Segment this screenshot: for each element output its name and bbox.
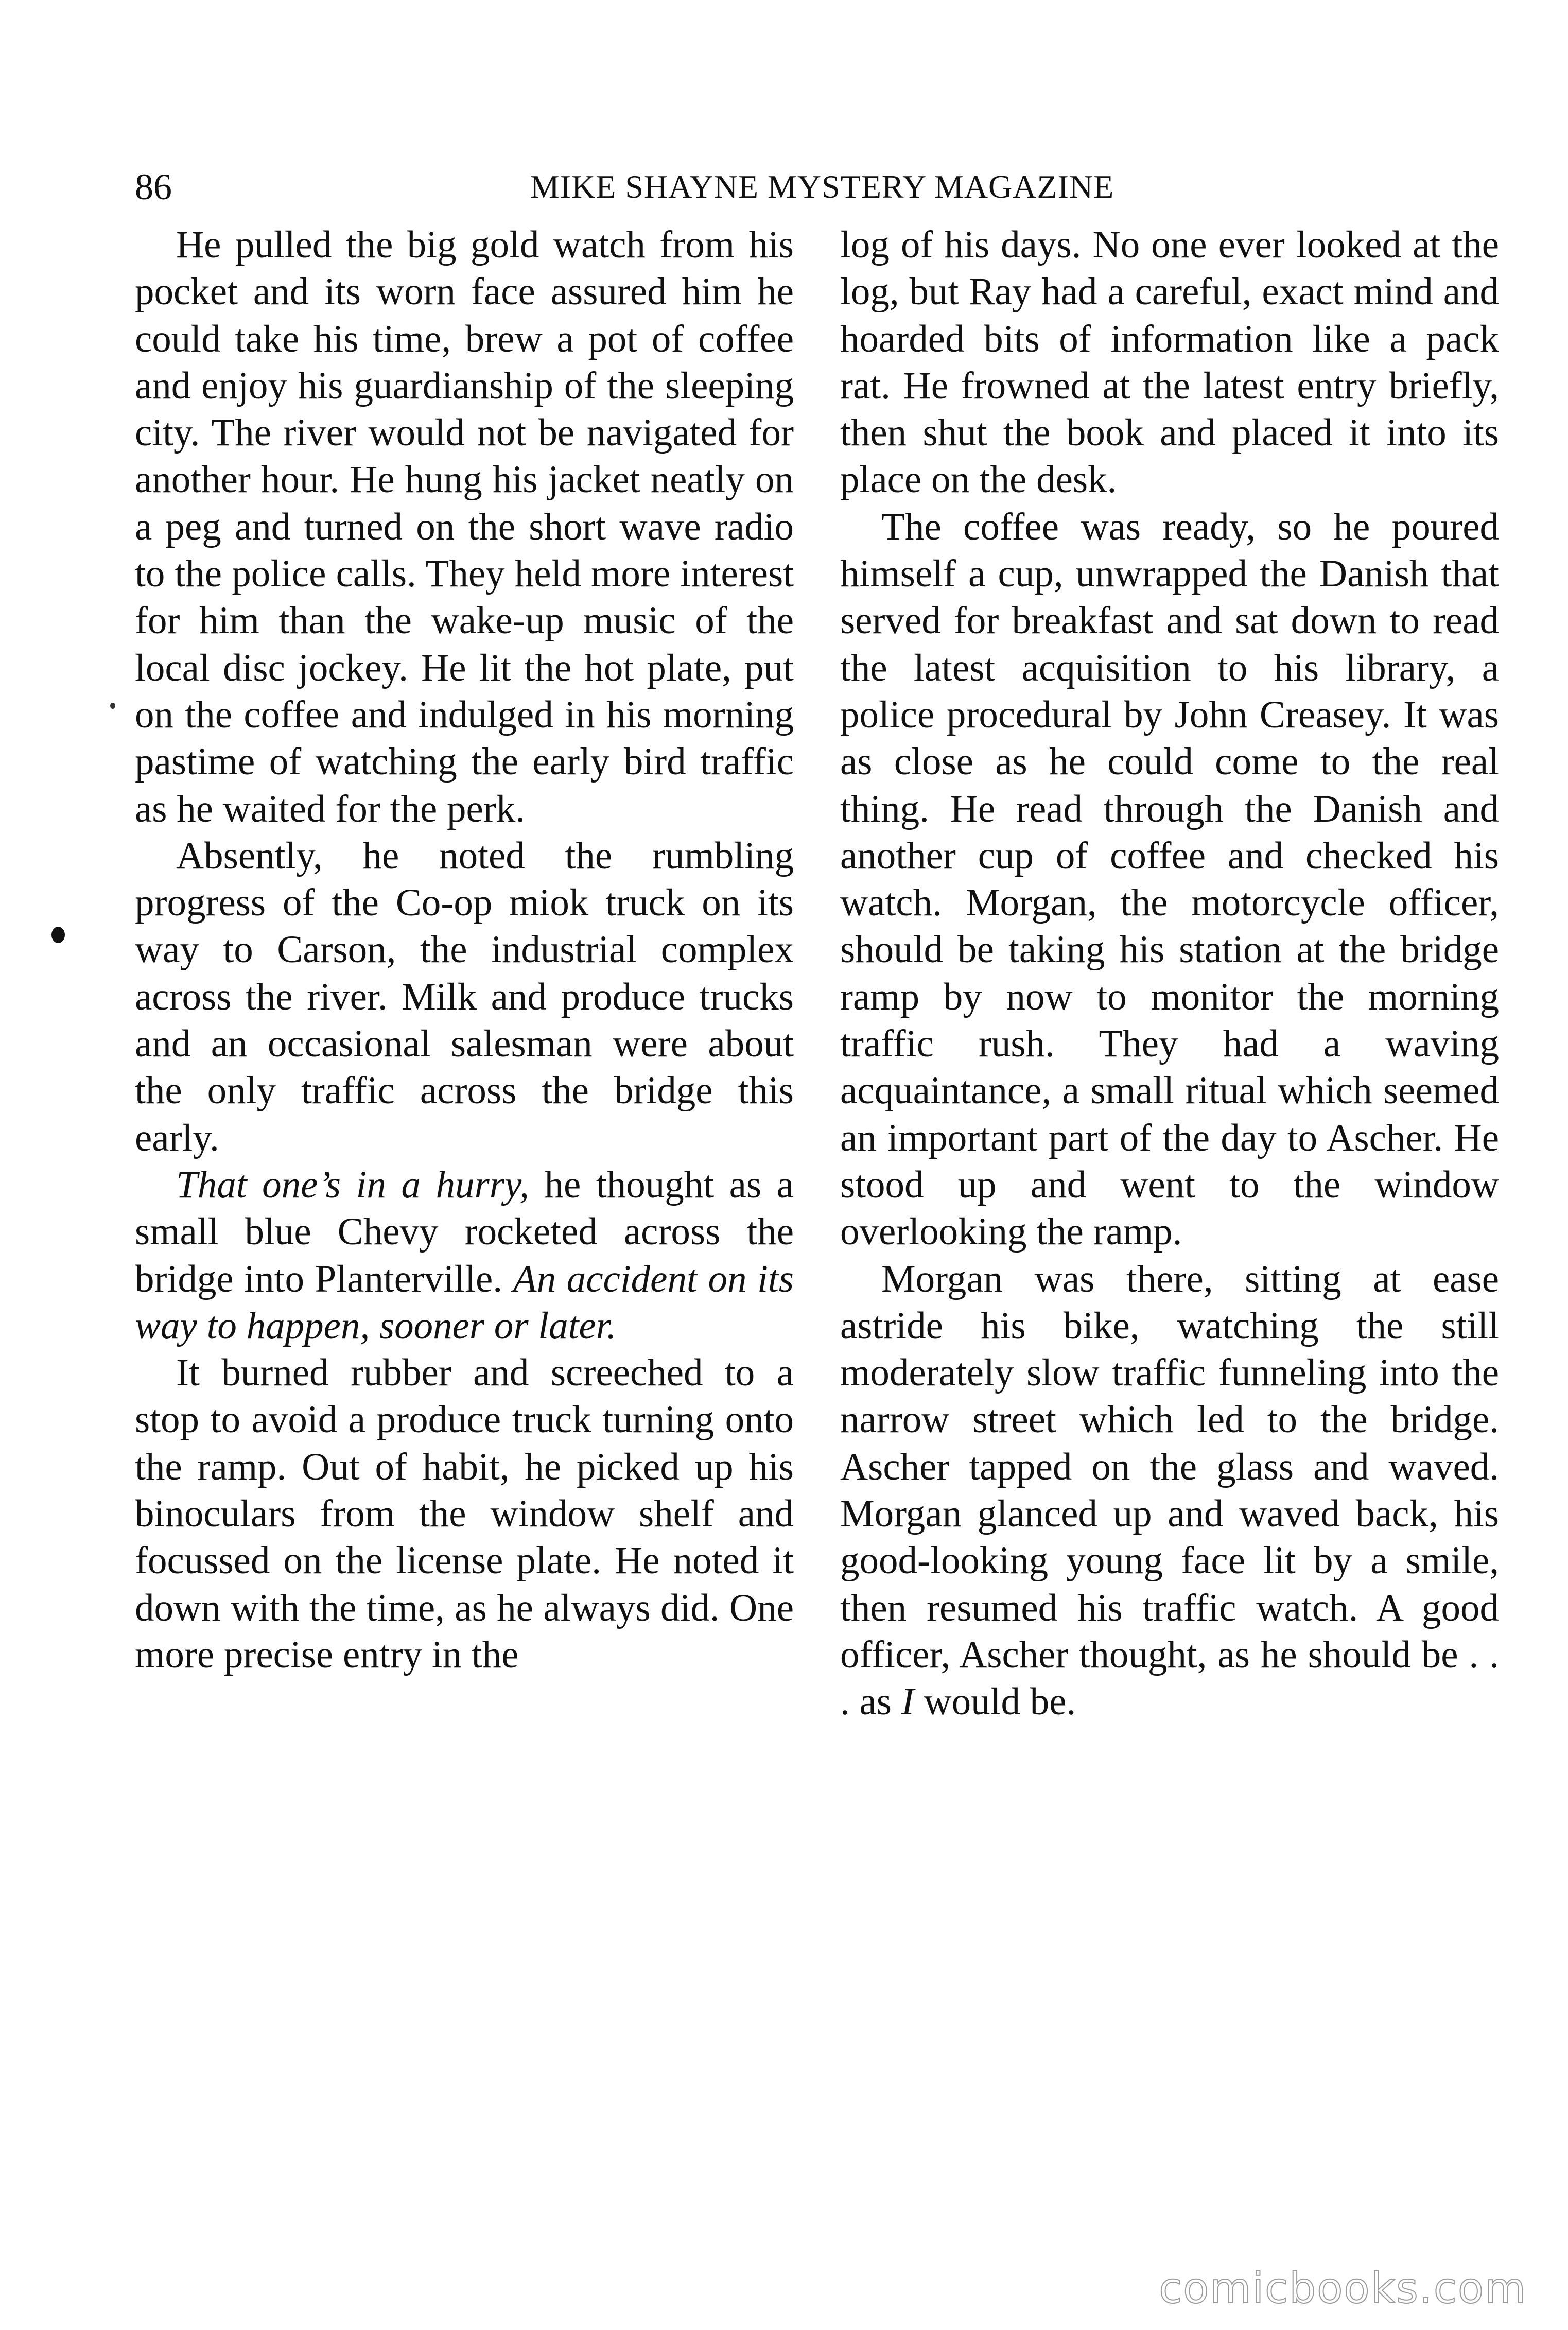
paragraph-text: Morgan was there, sitting at ease astride his bike, watching the still moderately slow traffic funneling into the narrow street which led to the bridge. Ascher tapped on the glass and waved. Morgan glanced up and waved back, his good-looking young face lit by a smile, then resumed his traffic watch. A good officer, Ascher thought, as he should be . . . as [840,1257,1499,1724]
paragraph [135,1161,794,1349]
page-number: 86 [135,166,172,207]
italic-thought: That one’s in a hurry, [176,1163,529,1206]
paragraph [840,1256,1499,1726]
right-column [840,221,1499,1726]
paragraph: Absently, he noted the rumbling progress of the Co-op miok truck on its way to Carson, the industrial complex across the river. Milk and produce trucks and an occasional salesman were about the only traffic across the bridge this early. [135,834,794,1159]
paragraph: He pulled the big gold watch from his pocket and its worn face assured him he could take his time, brew a pot of coffee and enjoy his guardianship of the sleeping city. The river would not be navigated for another hour. He hung his jacket neatly on a peg and turned on the short wave radio to the police calls. They held more interest for him than the wake-up music of the local disc jockey. He lit the hot plate, put on the coffee and indulged in his morning pastime of watching the early bird traffic as he waited for the perk. [135,223,794,830]
italic-thought: An accident on its way to happen, sooner or later. [135,1257,794,1347]
left-column [135,221,794,1678]
paragraph-continued: log of his days. No one ever looked at the log, but Ray had a careful, exact mind and hoarded bits of information like a pack rat. He frowned at the latest entry briefly, then shut the book and placed it into its place on the desk. [840,223,1499,501]
paragraph-text: would be. [914,1680,1076,1724]
paragraph: It burned rubber and screeched to a stop to avoid a produce truck turning onto the ramp. Out of habit, he picked up his binoculars from the window shelf and focussed on the license plate. He noted it down with the time, as he always did. One more precise entry in the [135,1351,794,1676]
paragraph-text: he thought as a small blue Chevy rocketed across the bridge into Planterville. [135,1163,794,1300]
watermark: comicbooks.com [1159,2264,1527,2313]
margin-speck [110,703,115,709]
italic-word: I [901,1680,914,1724]
paragraph: The coffee was ready, so he poured himself a cup, unwrapped the Danish that served for breakfast and sat down to read the latest acquisition to his library, a police procedural by John Creasey. It was as close as he could come to the real thing. He read through the Danish and another cup of coffee and checked his watch. Morgan, the motorcycle officer, should be taking his station at the bridge ramp by now to monitor the morning traffic rush. They had a waving acquaintance, a small ritual which seemed an important part of the day to Ascher. He stood up and went to the window overlooking the ramp. [840,505,1499,1254]
margin-dot [51,927,65,943]
running-title: MIKE SHAYNE MYSTERY MAGAZINE [530,168,1114,205]
page-header [135,164,1489,210]
